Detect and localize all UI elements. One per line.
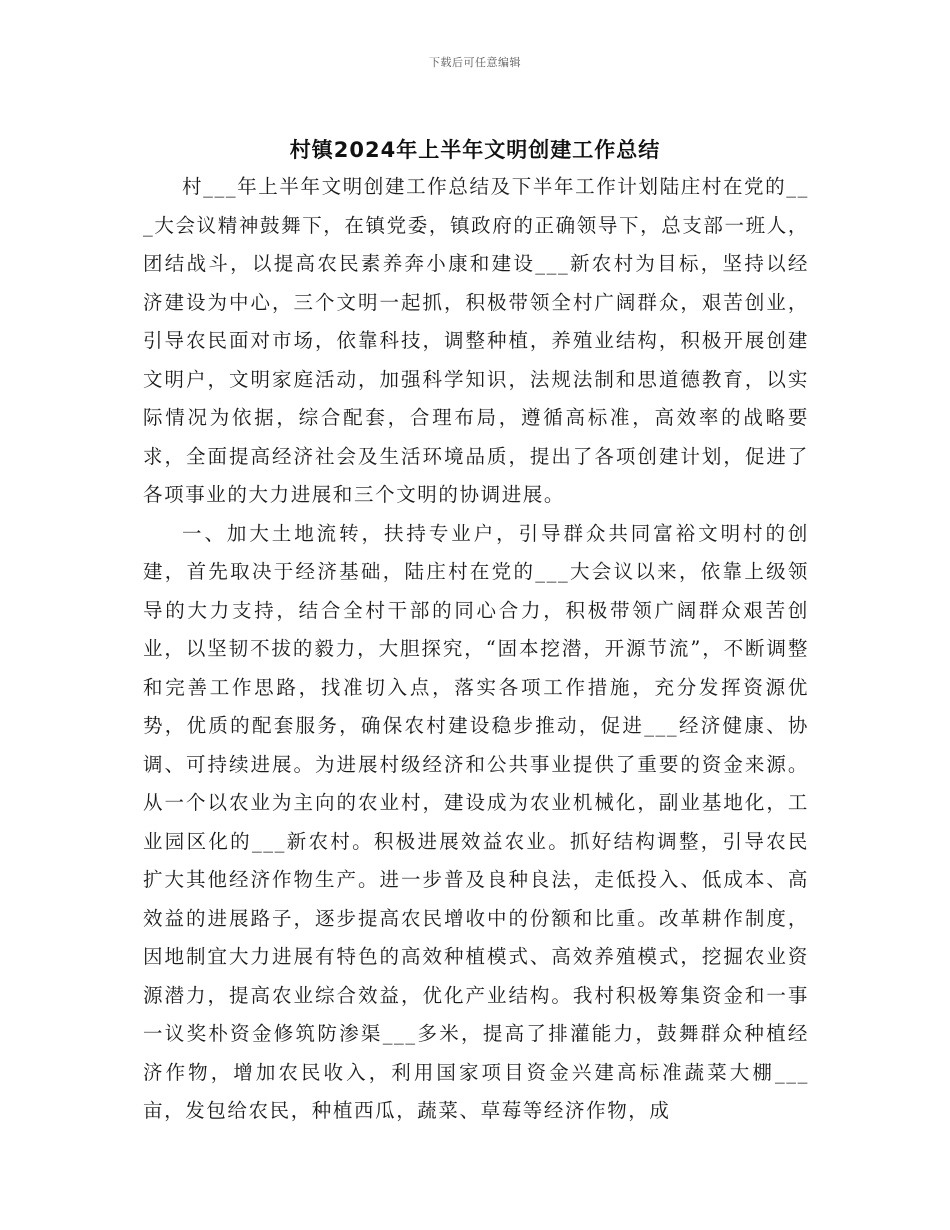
document-title: 村镇2024年上半年文明创建工作总结	[289, 138, 661, 163]
paragraph-intro: 村___年上半年文明创建工作总结及下半年工作计划陆庄村在党的___大会议精神鼓舞下，在镇党委，镇政府的正确领导下，总支部一班人，团结战斗，以提高农民素养奔小康和建设___新农村为目标，坚持以经济建设为中心，三个文明一起抓，积极带领全村广阔群众，艰苦创业，引导农民面对市场，依靠科技，调整种植，养殖业结构，积极开展创建文明户，文明家庭活动，加强科学知识，法规法制和思道德教育，以实际情况为依据，综合配套，合理布局，遵循高标准，高效率的战略要求，全面提高经济社会及生活环境品质，提出了各项创建计划，促进了各项事业的大力进展和三个文明的协调进展。	[143, 175, 809, 506]
paragraph-section-1: 一、加大土地流转，扶持专业户，引导群众共同富裕文明村的创建，首先取决于经济基础，陆庄村在党的___大会议以来，依靠上级领导的大力支持，结合全村干部的同心合力，积极带领广阔群众艰苦创业，以坚韧不拔的毅力，大胆探究，“固本挖潜，开源节流”，不断调整和完善工作思路，找准切入点，落实各项工作措施，充分发挥资源优势，优质的配套服务，确保农村建设稳步推动，促进___经济健康、协调、可持续进展。为进展村级经济和公共事业提供了重要的资金来源。从一个以农业为主向的农业村，建设成为农业机械化，副业基地化，工业园区化的___新农村。积极进展效益农业。抓好结构调整，引导农民扩大其他经济作物生产。进一步普及良种良法，走低投入、低成本、高效益的进展路子，逐步提高农民增收中的份额和比重。改革耕作制度，因地制宜大力进展有特色的高效种植模式、高效养殖模式，挖掘农业资源潜力，提高农业综合效益，优化产业结构。我村积极筹集资金和一事一议奖朴资金修筑防渗渠___多米，提高了排灌能力，鼓舞群众种植经济作物，增加农民收入，利用国家项目资金兴建高标准蔬菜大棚___亩，发包给农民，种植西瓜，蔬菜、草莓等经济作物，成	[143, 521, 809, 1122]
document-body	[143, 168, 809, 1131]
page-header-note: 下载后可任意编辑	[429, 56, 521, 69]
